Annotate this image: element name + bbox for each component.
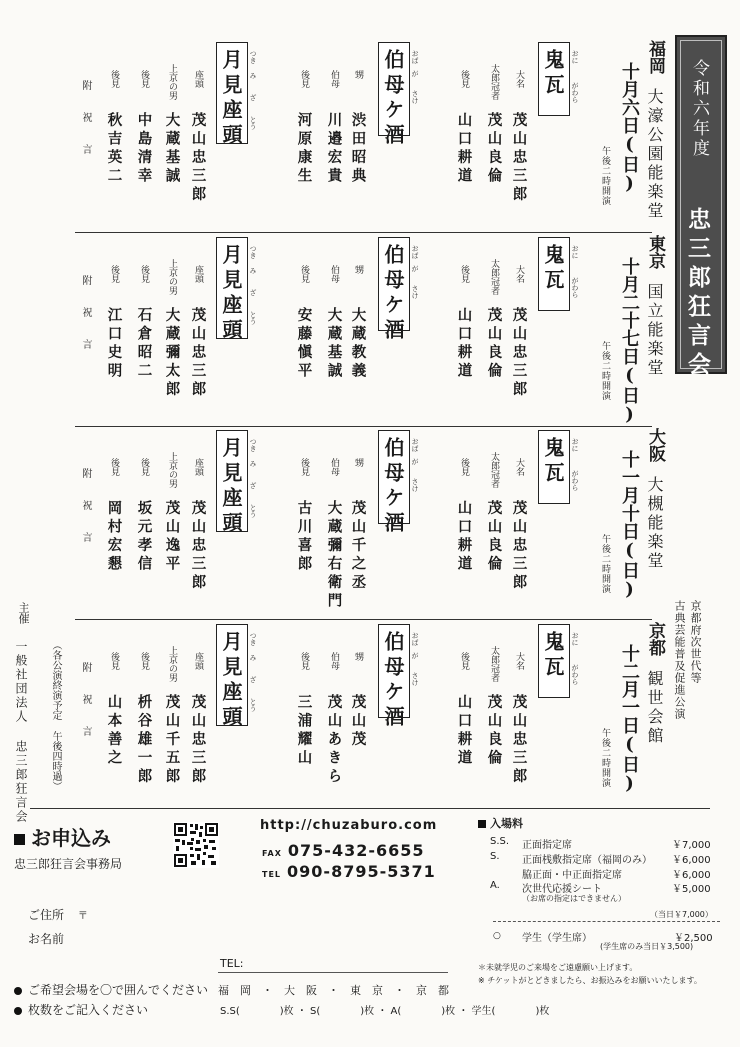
cast-role: 太郎冠者 [489,646,499,682]
cast-actor: 渋田昭典 [349,112,367,186]
cast-actor: 山口耕道 [455,307,473,381]
play-title: 伯母ケ酒 [381,49,405,149]
performance-date: 十一月十日(日) [619,450,640,600]
performance-date: 十月六日(日) [619,62,640,194]
organizer-label: 主催 [17,602,30,624]
same-day-price: （当日￥7,000） [650,910,713,919]
cast-actor: 大蔵教義 [349,307,367,381]
cast-role: 上京の男 [167,64,177,100]
play-title: 月見座頭 [219,631,243,731]
title-ruby: さけ [411,90,419,104]
play-title: 月見座頭 [219,437,243,537]
city-name: 京都 [645,622,665,656]
title-ruby: つき [249,632,257,646]
cast-role: 甥 [353,652,363,661]
cast-role: 座頭 [193,458,203,476]
price-description: 脇正面・中正面指定席 [522,870,622,881]
play-title: 鬼瓦 [541,631,565,681]
cast-actor: 山口耕道 [455,694,473,768]
cast-role: 上京の男 [167,646,177,682]
start-time: 午後二時開演 [600,728,610,788]
address-field[interactable]: ご住所 〒 [28,908,88,922]
cast-role: 座頭 [193,265,203,283]
a-seat-note: （お席の指定はできません） [522,894,626,903]
cast-role: 大名 [514,265,524,283]
play-title-box [216,430,248,537]
price-value: ￥6,000 [672,870,711,881]
cast-actor: 茂山忠三郎 [189,307,207,400]
bullet-icon [14,987,22,995]
kyoto-subtitle-1: 京都府次世代等 [689,600,702,684]
kyoto-subtitle-2: 古典芸能普及促進公演 [673,600,686,720]
cast-role: 上京の男 [167,452,177,488]
cast-role: 後見 [139,265,149,283]
phone-field-label: TEL: [220,957,244,970]
play-title-box [378,430,410,537]
cast-actor: 茂山忠三郎 [510,694,528,787]
start-time: 午後二時開演 [600,534,610,594]
cast-role: 座頭 [193,652,203,670]
fax-line [262,841,425,860]
play-title: 月見座頭 [219,244,243,344]
venue-options[interactable]: 福 岡 ・ 大 阪 ・ 東 京 ・ 京 都 [218,984,449,997]
cast-role: 後見 [109,652,119,670]
cast-role: 甥 [353,70,363,79]
title-box [675,35,727,381]
cast-role: 後見 [459,265,469,283]
venue-name: 大槻能楽堂 [645,476,664,571]
cast-role: 後見 [109,265,119,283]
tel-line [262,862,436,881]
section-divider [75,232,652,233]
title-ruby: ざ [249,289,257,296]
title-ruby: が [411,265,419,272]
fax-number: 075-432-6655 [287,841,425,860]
title-ruby: み [249,654,257,661]
title-ruby: がわら [571,664,579,685]
fushugen-label: 附祝言 [80,662,91,758]
title-ruby: おば [411,50,419,64]
title-ruby: さけ [411,672,419,686]
play-title: 伯母ケ酒 [381,437,405,537]
fax-label: FAX [262,849,282,858]
cast-actor: 川邉宏貴 [325,112,343,186]
cast-role: 後見 [299,70,309,88]
title-ruby: つき [249,438,257,452]
price-value: ￥6,000 [672,855,711,866]
cast-role: 後見 [139,458,149,476]
title-ruby: がわら [571,82,579,103]
price-grade: A. [490,880,500,891]
cast-role: 伯母 [329,265,339,283]
cast-actor: 茂山忠三郎 [189,112,207,205]
cast-actor: 大蔵彌右衛門 [325,500,343,611]
cast-actor: 古川喜郎 [295,500,313,574]
cast-role: 後見 [109,70,119,88]
price-description: 正面桟敷指定席（福岡のみ） [522,855,652,866]
price-grade: S. [490,851,500,862]
title-ruby: み [249,72,257,79]
section-divider [75,426,652,427]
qr-code-icon[interactable] [173,822,219,868]
start-time: 午後二時開演 [600,341,610,401]
city-name: 東京 [645,235,665,269]
cast-actor: 岡村宏懇 [105,500,123,574]
cast-role: 上京の男 [167,259,177,295]
cast-role: 後見 [459,458,469,476]
play-title-box [216,42,248,149]
price-heading: 入場料 [478,815,523,831]
title-ruby: おに [571,245,579,259]
play-title-box [538,624,570,698]
cast-actor: 茂山忠三郎 [189,694,207,787]
title-ruby: がわら [571,277,579,298]
cast-role: 後見 [299,265,309,283]
fushugen-label: 附祝言 [80,275,91,371]
venue-name: 大濠公園能楽堂 [645,88,664,221]
cast-role: 大名 [514,458,524,476]
cast-actor: 茂山忠三郎 [510,307,528,400]
cast-role: 大名 [514,652,524,670]
play-title: 伯母ケ酒 [381,244,405,344]
cast-actor: 茂山あきら [325,694,343,787]
cast-role: 大名 [514,70,524,88]
cast-role: 後見 [109,458,119,476]
cast-actor: 茂山茂 [349,694,367,750]
price-description: 次世代応援シート [522,884,602,895]
title-ruby: ざ [249,94,257,101]
price-grade: S.S. [490,836,510,847]
title-ruby: おに [571,438,579,452]
cast-role: 後見 [459,652,469,670]
student-mark: ○ [493,931,501,941]
cast-role: 後見 [299,652,309,670]
title-ruby: とう [249,311,257,325]
student-seat: 学生（学生席） [522,933,592,944]
venue-name: 国立能楽堂 [645,283,664,378]
price-divider [493,921,720,922]
price-value: ￥7,000 [672,840,711,851]
title-ruby: とう [249,698,257,712]
fushugen-label: 附祝言 [80,80,91,176]
cast-actor: 山口耕道 [455,500,473,574]
performance-date: 十月二十七日(日) [619,257,640,425]
cast-actor: 山本善之 [105,694,123,768]
cast-actor: 茂山千五郎 [163,694,181,787]
cast-role: 甥 [353,458,363,467]
section-divider [30,808,710,809]
cast-actor: 茂山良倫 [485,500,503,574]
title-ruby: が [411,458,419,465]
tel-label: TEL [262,870,282,879]
preschool-note: ＊未就学児のご来場をご遠慮願い上げます。 [478,963,638,972]
cast-role: 後見 [459,70,469,88]
title-ruby: おば [411,632,419,646]
count-instruction: 枚数をご記入ください [14,1001,148,1018]
cast-actor: 枡谷雄一郎 [135,694,153,787]
name-field-label: お名前 [28,932,65,946]
cast-actor: 茂山千之丞 [349,500,367,593]
start-time: 午後二時開演 [600,146,610,206]
cast-actor: 茂山良倫 [485,694,503,768]
cast-role: 伯母 [329,458,339,476]
cast-actor: 茂山忠三郎 [510,500,528,593]
cast-actor: 河原康生 [295,112,313,186]
section-divider [75,619,652,620]
square-bullet-icon [478,820,486,828]
play-title-box [378,624,410,731]
student-price: ￥2,500 [674,933,713,944]
cast-role: 伯母 [329,652,339,670]
play-title-box [216,624,248,731]
tel-number[interactable]: 090-8795-5371 [287,862,436,881]
cast-actor: 大蔵基誠 [163,112,181,186]
cast-role: 甥 [353,265,363,274]
era-label: 令和六年度 [689,59,709,159]
fushugen-label: 附祝言 [80,468,91,564]
city-name: 大阪 [645,428,665,462]
cast-actor: 茂山忠三郎 [510,112,528,205]
cast-role: 太郎冠者 [489,259,499,295]
payment-note: ※ チケットがとどきましたら、お振込みをお願いいたします。 [478,976,702,985]
cast-actor: 大蔵基誠 [325,307,343,381]
play-title-box [538,237,570,311]
end-time-note: （各公演終演予定 午後四時過） [50,640,61,791]
cast-actor: 三浦耀山 [295,694,313,768]
cast-role: 伯母 [329,70,339,88]
square-bullet-icon [14,834,25,845]
cast-actor: 石倉昭二 [135,307,153,381]
cast-actor: 茂山忠三郎 [189,500,207,593]
title-ruby: さけ [411,478,419,492]
play-title-box [378,237,410,344]
organizer-name: 一般社団法人 忠三郎狂言会 [14,640,28,824]
ticket-count-line[interactable]: S.S( )枚 ・ S( )枚 ・ A( )枚 ・ 学生( )枚 [220,1006,550,1017]
cast-actor: 中島清幸 [135,112,153,186]
title-ruby: さけ [411,285,419,299]
play-title-box [216,237,248,344]
website-url[interactable]: http://chuzaburo.com [260,818,438,833]
cast-role: 太郎冠者 [489,64,499,100]
title-ruby: おに [571,50,579,64]
title-ruby: み [249,460,257,467]
cast-role: 太郎冠者 [489,452,499,488]
play-title: 伯母ケ酒 [381,631,405,731]
play-title-box [378,42,410,149]
title-ruby: とう [249,116,257,130]
title-ruby: おば [411,438,419,452]
cast-actor: 坂元孝信 [135,500,153,574]
title-ruby: ざ [249,482,257,489]
event-title: 忠三郎狂言会 [684,207,711,381]
cast-actor: 安藤愼平 [295,307,313,381]
play-title: 月見座頭 [219,49,243,149]
cast-actor: 秋吉英二 [105,112,123,186]
student-same-day: (学生席のみ当日￥3,500) [600,942,694,951]
title-ruby: つき [249,245,257,259]
title-ruby: が [411,70,419,77]
play-title-box [538,42,570,116]
title-ruby: ざ [249,676,257,683]
cast-actor: 江口史明 [105,307,123,381]
play-title: 鬼瓦 [541,437,565,487]
venue-instruction: ご希望会場を〇で囲んでください [14,981,208,998]
title-ruby: とう [249,504,257,518]
title-ruby: つき [249,50,257,64]
play-title-box [538,430,570,504]
performance-date: 十二月一日(日) [619,644,640,794]
phone-underline[interactable] [218,972,448,973]
city-name: 福岡 [645,40,665,74]
cast-role: 後見 [139,70,149,88]
application-heading: お申込み [14,822,111,851]
cast-role: 後見 [299,458,309,476]
cast-actor: 茂山良倫 [485,112,503,186]
cast-role: 座頭 [193,70,203,88]
cast-actor: 山口耕道 [455,112,473,186]
venue-name: 観世会館 [645,670,664,746]
price-description: 正面指定席 [522,840,572,851]
title-ruby: が [411,652,419,659]
title-ruby: おば [411,245,419,259]
title-ruby: がわら [571,470,579,491]
play-title: 鬼瓦 [541,49,565,99]
cast-actor: 大蔵彌太郎 [163,307,181,400]
play-title: 鬼瓦 [541,244,565,294]
price-value: ￥5,000 [672,884,711,895]
office-name: 忠三郎狂言会事務局 [14,857,123,871]
cast-actor: 茂山逸平 [163,500,181,574]
cast-actor: 茂山良倫 [485,307,503,381]
title-ruby: おに [571,632,579,646]
cast-role: 後見 [139,652,149,670]
bullet-icon [14,1007,22,1015]
title-ruby: み [249,267,257,274]
